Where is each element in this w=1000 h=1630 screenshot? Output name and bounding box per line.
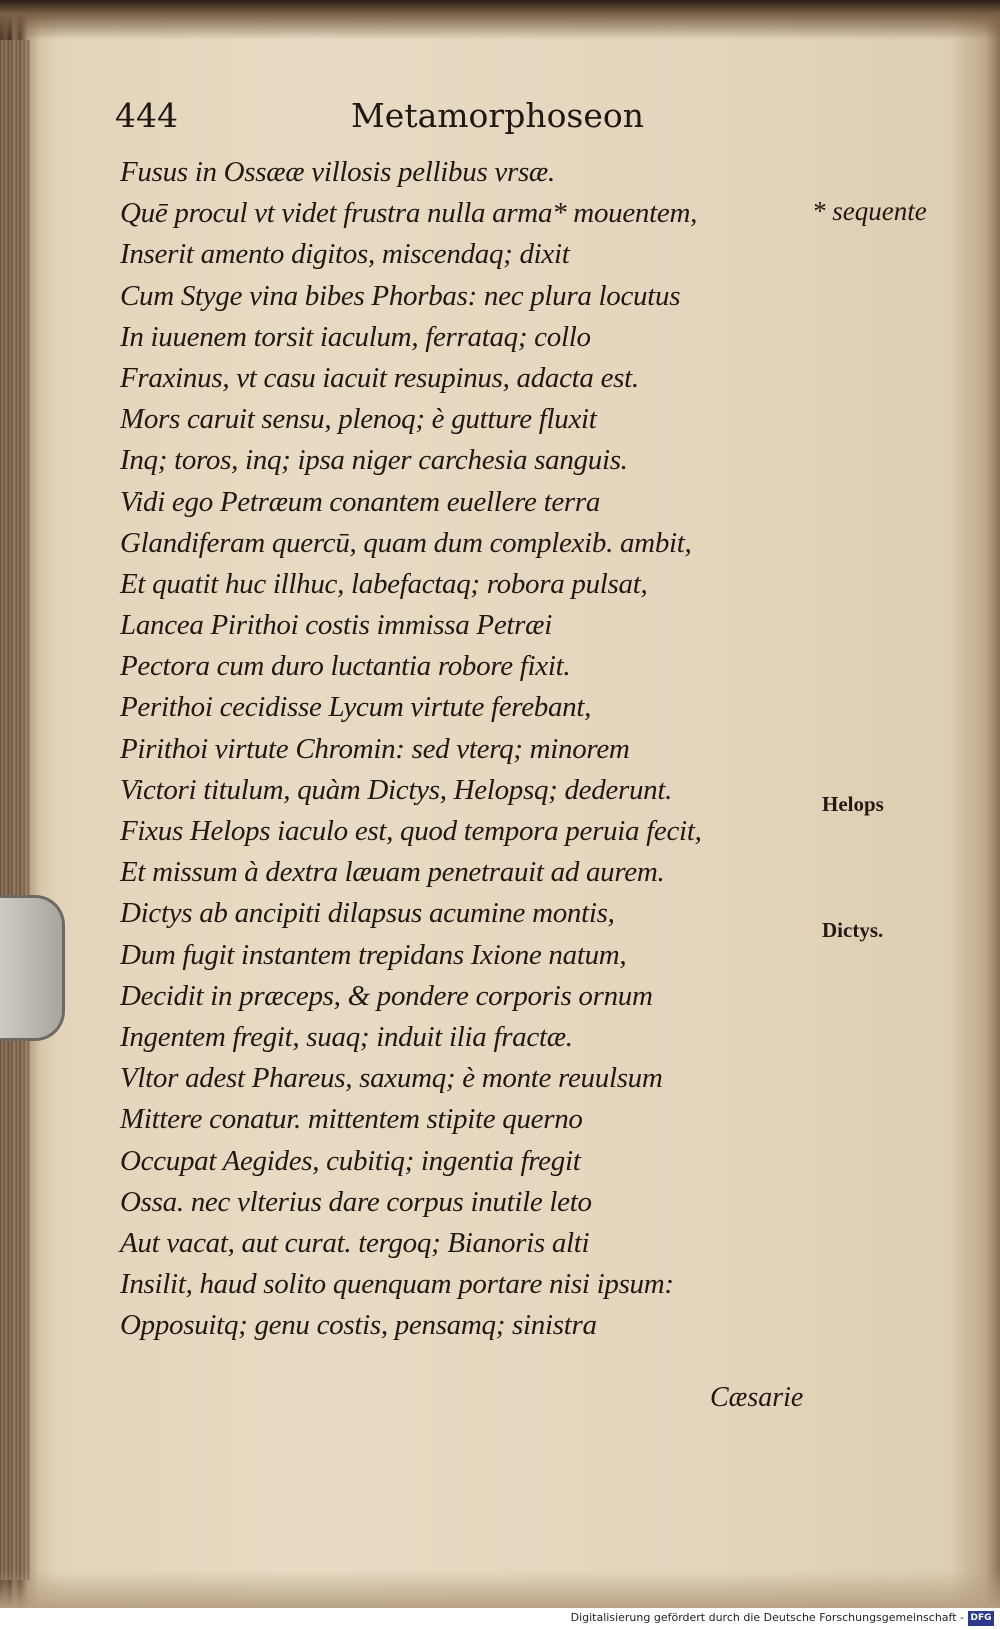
catchword: Cæsarie [710, 1382, 804, 1413]
verse-line: Et missum à dextra læuam penetrauit ad aurem. [120, 856, 665, 889]
page-number: 444 [115, 96, 178, 135]
verse-text [120, 152, 810, 1346]
verse-line: Ossa. nec vlterius dare corpus inutile leto [120, 1185, 592, 1218]
verse-line: Inserit amento digitos, miscendaq; dixit [120, 238, 570, 271]
verse-line: Insilit, haud solito quenquam portare nisi ipsum: [120, 1268, 674, 1301]
verse-line: Cum Styge vina bibes Phorbas: nec plura locutus [120, 279, 681, 312]
verse-line: Pirithoi virtute Chromin: sed vterq; minorem [120, 732, 630, 765]
marginal-note-sequente: * sequente [812, 196, 927, 226]
top-shadow [0, 0, 1000, 40]
verse-line: Inq; toros, inq; ipsa niger carchesia sanguis. [120, 444, 628, 477]
verse-line: Aut vacat, aut curat. tergoq; Bianoris alti [120, 1226, 590, 1259]
verse-line: In iuuenem torsit iaculum, ferrataq; collo [120, 320, 591, 353]
page-edges [0, 40, 30, 1580]
digitization-footer [0, 1608, 1000, 1630]
verse-line: Decidit in præceps, & pondere corporis ornum [120, 979, 653, 1012]
verse-line: Glandiferam quercū, quam dum complexib. ambit, [120, 526, 692, 559]
footer-credit-text: Digitalisierung gefördert durch die Deutsche Forschungsgemeinschaft - [570, 1611, 964, 1624]
marginal-note-helops: Helops [822, 792, 884, 816]
verse-line: Quē procul vt videt frustra nulla arma* mouentem, [120, 197, 698, 230]
verse-line: Fixus Helops iaculo est, quod tempora peruia fecit, [120, 815, 702, 847]
book-title: Metamorphoseon [351, 96, 645, 135]
verse-line: Perithoi cecidisse Lycum virtute ferebant, [120, 691, 592, 724]
verse-line: Et quatit huc illhuc, labefactaq; robora pulsat, [120, 567, 648, 600]
verse-line: Vltor adest Phareus, saxumq; è monte reuulsum [120, 1062, 663, 1095]
verse-line: Mittere conatur. mittentem stipite querno [120, 1103, 583, 1136]
verse-line: Fusus in Ossææ villosis pellibus vrsæ. [120, 156, 555, 188]
verse-line: Opposuitq; genu costis, pensamq; sinistra [120, 1309, 597, 1342]
verse-line: Dum fugit instantem trepidans Ixione natum, [120, 938, 627, 971]
verse-line: Lancea Pirithoi costis immissa Petræi [120, 609, 552, 642]
verse-line: Fraxinus, vt casu iacuit resupinus, adacta est. [120, 361, 639, 394]
verse-line: Pectora cum duro luctantia robore fixit. [120, 650, 571, 683]
bottom-shade [0, 1570, 1000, 1610]
verse-line: Dictys ab ancipiti dilapsus acumine montis, [120, 897, 615, 930]
verse-line: Mors caruit sensu, plenoq; è gutture fluxit [120, 403, 597, 436]
dfg-logo: DFG [968, 1611, 994, 1626]
verse-line: Vidi ego Petræum conantem euellere terra [120, 485, 601, 518]
verse-line: Ingentem fregit, suaq; induit ilia fractæ. [120, 1020, 573, 1053]
marginal-note-dictys: Dictys. [822, 918, 884, 942]
verse-line: Victori titulum, quàm Dictys, Helopsq; dederunt. [120, 773, 673, 806]
verse-line: Occupat Aegides, cubitiq; ingentia fregit [120, 1144, 581, 1177]
binder-clip [0, 895, 65, 1041]
running-head [115, 96, 755, 146]
